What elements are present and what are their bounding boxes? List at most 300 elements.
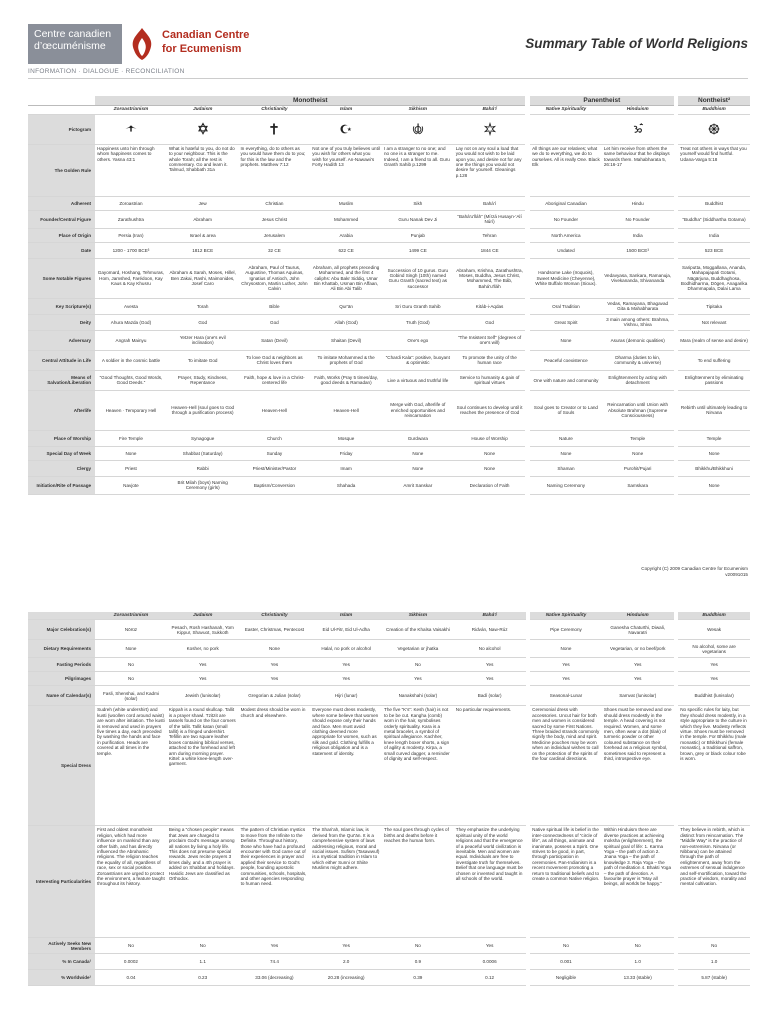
table-cell: 3 main among others: Brahma, Vishnu, Shiva bbox=[602, 314, 674, 330]
row-label: % In Canada¹ bbox=[28, 954, 95, 970]
table-cell: Yes bbox=[239, 672, 311, 686]
table-cell: Hindu bbox=[602, 196, 674, 210]
table-cell: North America bbox=[530, 228, 602, 242]
table-cell: 2.0 bbox=[310, 954, 382, 970]
table-row bbox=[28, 446, 750, 460]
copyright bbox=[641, 566, 748, 578]
table-cell: Sunday bbox=[239, 446, 311, 460]
table-cell: None bbox=[678, 476, 750, 494]
table-cell: Aboriginal Canadian bbox=[530, 196, 602, 210]
table-row bbox=[28, 330, 750, 350]
table-cell: Rabbi bbox=[167, 460, 239, 476]
table-cell: Enlightenment by eliminating passions bbox=[678, 370, 750, 390]
religion-header: Judaism bbox=[167, 106, 239, 114]
religions-table-part-1 bbox=[28, 96, 750, 495]
table-row bbox=[28, 686, 750, 706]
table-cell: Arabia bbox=[310, 228, 382, 242]
table-cell bbox=[382, 114, 454, 144]
religion-header: Bahá'í bbox=[454, 106, 526, 114]
row-label: Actively Seeks New Members bbox=[28, 938, 95, 954]
religion-header: Judaism bbox=[167, 612, 239, 620]
table-cell: Samskara bbox=[602, 476, 674, 494]
table-cell: 0.12 bbox=[454, 970, 526, 986]
flame-icon bbox=[124, 26, 160, 62]
religion-header-row bbox=[28, 612, 750, 620]
table-cell: Yes bbox=[167, 658, 239, 672]
table-cell: Israel & area bbox=[167, 228, 239, 242]
row-label: Place of Worship bbox=[28, 430, 95, 446]
logo-text-en: Canadian Centre for Ecumenism bbox=[162, 29, 250, 55]
table-cell: Persia (Iran) bbox=[95, 228, 167, 242]
row-label: Name of Calendar(s) bbox=[28, 686, 95, 706]
table-cell: No bbox=[95, 672, 167, 686]
table-cell: Temple bbox=[602, 430, 674, 446]
table-cell: Within Hinduism there are diverse practices at achieving moksha (enlightenment), the spiritual goal of life: 1. Karma Yoga – the path of action 2. Jnana Yoga – the path of knowledge 3. Raja Yoga – the path of meditation 4. Bhakti Yoga – the path of devotion. A favourite prayer is “May all beings, all worlds be happy.” bbox=[602, 826, 674, 938]
religion-header: Native Spirituality bbox=[530, 612, 602, 620]
row-label: Place of Origin bbox=[28, 228, 95, 242]
table-row bbox=[28, 620, 750, 640]
table-cell: Yes bbox=[530, 658, 602, 672]
table-cell: I am a stranger to no one; and no one is a stranger to me. Indeed, I am a friend to all. Guru Granth Sahib p.1299 bbox=[382, 144, 454, 196]
table-cell: The Shari'ah, Islamic law, is derived from the Qur'ān. It is a comprehensive system of laws addressing religious, moral and social issues. Sufism (Tasawwuf) is a mystical tradition in Islam to which either Sunni or Shiite Muslims might adhere. bbox=[310, 826, 382, 938]
table-cell: Buddhist bbox=[678, 196, 750, 210]
row-label: The Golden Rule bbox=[28, 144, 95, 196]
table-cell: Shabbat (Saturday) bbox=[167, 446, 239, 460]
table-row bbox=[28, 970, 750, 986]
table-cell: Shoes must be removed and one should dress modestly in the temple. A head covering is not required. Women, and some men, often wear a dot (tilak) of turmeric powder or other coloured substance on their forehead as a religious symbol, sometimes said to represent a third, introspective eye. bbox=[602, 706, 674, 826]
table-cell: None bbox=[530, 640, 602, 658]
row-label: % Worldwide¹ bbox=[28, 970, 95, 986]
table-cell: The pattern of Christian mystics to move from the Infinite to the Definite. Throughout history, those who have had a profound encounter with God came out of their experiences in prayer and applied their service to God's people, founding apostolic communities, schools, hospitals, and other agencies responding to human need. bbox=[239, 826, 311, 938]
row-label: Dietary Requirements bbox=[28, 640, 95, 658]
table-row bbox=[28, 242, 750, 258]
table-cell: 33.06 (decreasing) bbox=[239, 970, 311, 986]
table-cell: Baptism/Conversion bbox=[239, 476, 311, 494]
table-cell: Yes bbox=[310, 938, 382, 954]
table-cell: None bbox=[239, 640, 311, 658]
table-cell: Amrit Sanskar bbox=[382, 476, 454, 494]
table-cell: Jerusalem bbox=[239, 228, 311, 242]
table-row bbox=[28, 640, 750, 658]
table-cell: No bbox=[602, 938, 674, 954]
table-cell: First and oldest monotheist religion, which had more influence on mankind than any other faith, and has directly influenced the Abrahamic religions. The religion teaches the equality of all, regardless of race, sex or social position. Zoroastrians are urged to protect the environment, a feature taught throughout its history. bbox=[95, 826, 167, 938]
table-row bbox=[28, 476, 750, 494]
table-cell: Peaceful coexistence bbox=[530, 350, 602, 370]
table-cell: “Chardi Kala”: positive, buoyant & optimistic bbox=[382, 350, 454, 370]
table-cell: Jew bbox=[167, 196, 239, 210]
table-cell: Navjote bbox=[95, 476, 167, 494]
table-cell: All things are our relatives; what we do to everything, we do to ourselves. All is really One. Black Elk bbox=[530, 144, 602, 196]
table-cell: Mosque bbox=[310, 430, 382, 446]
table-cell: Merge with God, afterlife of enriched opportunities and reincarnation bbox=[382, 390, 454, 430]
row-label: Means of Salvation/Liberation bbox=[28, 370, 95, 390]
religion-header: Zoroastrianism bbox=[95, 106, 167, 114]
religion-header: Sikhism bbox=[382, 106, 454, 114]
table-cell: One's ego bbox=[382, 330, 454, 350]
table-cell: None bbox=[530, 446, 602, 460]
table-cell: Dharma (duties to kin, community & universe) bbox=[602, 350, 674, 370]
table-cell: Abraham & Sarah, Moses, Hillel, Ben Zakai, Rashi, Maimonides, Josef Caro bbox=[167, 258, 239, 298]
table-cell: Qur'ān bbox=[310, 298, 382, 314]
table-cell: 0.39 bbox=[382, 970, 454, 986]
table-row bbox=[28, 350, 750, 370]
table-cell: India bbox=[678, 228, 750, 242]
table-cell: Christian bbox=[239, 196, 311, 210]
table-cell: No bbox=[678, 938, 750, 954]
table-cell: In everything, do to others as you would have them do to you; for this is the law and the prophets. Matthew 7:12 bbox=[239, 144, 311, 196]
table-cell: None bbox=[602, 446, 674, 460]
table-cell: Synagogue bbox=[167, 430, 239, 446]
table-cell: Undated bbox=[530, 242, 602, 258]
table-cell: 20.28 (increasing) bbox=[310, 970, 382, 986]
table-cell: Sri Guru Granth Sahib bbox=[382, 298, 454, 314]
table-cell: Happiness unto him through whom happiness comes to others. Yasna 43:1 bbox=[95, 144, 167, 196]
crescent-star-icon bbox=[339, 122, 353, 136]
religion-header: Native Spirituality bbox=[530, 106, 602, 114]
table-cell: God bbox=[167, 314, 239, 330]
table-cell: To imitate God bbox=[167, 350, 239, 370]
table-cell: Kitáb-i-Aqdas bbox=[454, 298, 526, 314]
table-cell: Mara (realm of sense and desire) bbox=[678, 330, 750, 350]
row-label: Some Notable Figures bbox=[28, 258, 95, 298]
table-cell: Gurdwara bbox=[382, 430, 454, 446]
row-label: Central Attitude in Life bbox=[28, 350, 95, 370]
table-cell: 1.1 bbox=[167, 954, 239, 970]
table-cell: No bbox=[382, 658, 454, 672]
table-cell: Torah bbox=[167, 298, 239, 314]
table-cell: Enlightenment by acting with detachment bbox=[602, 370, 674, 390]
table-cell: Nōrūz bbox=[95, 620, 167, 640]
table-cell: Allah (God) bbox=[310, 314, 382, 330]
religion-header: Islam bbox=[310, 612, 382, 620]
table-cell: No bbox=[382, 938, 454, 954]
table-cell: Service to humanity & gain of spiritual virtues bbox=[454, 370, 526, 390]
table-cell: Soul goes to Creator or to Land of Souls bbox=[530, 390, 602, 430]
group-header: Monotheist bbox=[95, 96, 525, 106]
table-row bbox=[28, 826, 750, 938]
copyright-line: Copyright (C) 2009 Canadian Centre for Ecumenism bbox=[641, 566, 748, 571]
row-label: Special Dress bbox=[28, 706, 95, 826]
row-label: Deity bbox=[28, 314, 95, 330]
table-cell: 0.0002 bbox=[95, 954, 167, 970]
table-cell: Gayomard, Hoshang, Tehmuras, Hom, Jamshed, Farédoon, Kay Kaus & Kay Khusru bbox=[95, 258, 167, 298]
table-cell: No bbox=[530, 938, 602, 954]
table-cell: Satan (Devil) bbox=[239, 330, 311, 350]
table-cell: Nature bbox=[530, 430, 602, 446]
table-cell: Kosher, no pork bbox=[167, 640, 239, 658]
row-label: Clergy bbox=[28, 460, 95, 476]
table-cell: Zarathushtra bbox=[95, 210, 167, 228]
religion-header: Islam bbox=[310, 106, 382, 114]
table-cell: House of Worship bbox=[454, 430, 526, 446]
table-cell: Vedas, Ramayana, Bhagavad Gita & Mahabharata bbox=[602, 298, 674, 314]
header-divider bbox=[28, 78, 748, 79]
table-cell: Yetzer Hara (one's evil inclination) bbox=[167, 330, 239, 350]
table-cell: Not one of you truly believes until you wish for others what you wish for yourself. An-Nawawi's Forty Hadith 13 bbox=[310, 144, 382, 196]
table-cell: Succession of 10 gurus. Guru Gobind Singh (10th) named Guru Granth (sacred text) as successor bbox=[382, 258, 454, 298]
table-cell: Yes bbox=[167, 672, 239, 686]
table-cell: Great Spirit bbox=[530, 314, 602, 330]
table-cell: To imitate Mohammed & the prophets of God bbox=[310, 350, 382, 370]
group-header-row bbox=[28, 96, 750, 106]
table-cell: Creation of the Khalsa Vaisakhi bbox=[382, 620, 454, 640]
table-cell: Yes bbox=[530, 672, 602, 686]
row-label: Key Scripture(s) bbox=[28, 298, 95, 314]
table-cell: Kippah is a round skullcap. Tallit is a prayer shawl. Tzitzit are tassels found on the four corners of the tallit. Tallit katan (small tallit) is a fringed undershirt. Tefillin are two square leather boxes containing biblical verses, attached to the forehead and left arm during morning prayer. Kittel: a white knee-length over-garment. bbox=[167, 706, 239, 826]
table-cell: Heaven-Hell (soul goes to God through a purification process) bbox=[167, 390, 239, 430]
table-cell: Yes bbox=[678, 658, 750, 672]
table-cell: Sudreh (white undershirt) and kusti (woollen cord around waist) are worn after initiation. The kusti is removed and used in prayers five times a day, each preceded by washing the hands and face in purification. Heads are covered at all times in the temple. bbox=[95, 706, 167, 826]
table-cell: Yes bbox=[310, 672, 382, 686]
table-cell: Heaven-Hell bbox=[310, 390, 382, 430]
row-label: Special Day of Week bbox=[28, 446, 95, 460]
table-cell: Faith, hope & love in a Christ-centered life bbox=[239, 370, 311, 390]
table-cell: 0.9 bbox=[382, 954, 454, 970]
table-cell: No alcohol, some are vegetarians bbox=[678, 640, 750, 658]
row-label: Founder/Central Figure bbox=[28, 210, 95, 228]
table-cell: Yes bbox=[678, 672, 750, 686]
table-cell: Treat not others in ways that you yourself would find hurtful. Udana-Varga 5:18 bbox=[678, 144, 750, 196]
table-cell: Soul continues to develop until it reaches the presence of God bbox=[454, 390, 526, 430]
dharma-wheel-icon bbox=[707, 122, 721, 136]
group-header: Nontheist² bbox=[678, 96, 750, 106]
row-label: Adherent bbox=[28, 196, 95, 210]
row-label: Adversary bbox=[28, 330, 95, 350]
table-cell: Reincarnation until Union with Absolute Brahman (Supreme Consciousness) bbox=[602, 390, 674, 430]
table-cell bbox=[167, 114, 239, 144]
table-cell: 0.001 bbox=[530, 954, 602, 970]
table-cell: Hijri (lunar) bbox=[310, 686, 382, 706]
table-cell: No bbox=[95, 658, 167, 672]
table-cell: Bhikkhu/Bhikkhuni bbox=[678, 460, 750, 476]
table-cell: The five “K's”: Kesh (hair) is not to be be cut. Kangha (comb) worn in the hair, symbolises orderly spirituality. Kara is a metal bracelet, a symbol of spiritual allegiance. Kachher, knee length boxer shorts, a sign of agility & modesty. Kirpa, a small curved dagger, a reminder of dignity and self-respect. bbox=[382, 706, 454, 826]
table-cell: No specific rules for laity, but they should dress modestly, in a style appropriate to the culture in which they live. Modesty reflects virtue. Shoes must be removed in the temple. For Bhikkhu (male monastic) or Bhikkhuni (female monastic), a traditional saffron, brown, grey or black colour robe is worn. bbox=[678, 706, 750, 826]
row-label: Date bbox=[28, 242, 95, 258]
table-cell: 0.23 bbox=[167, 970, 239, 986]
table-cell: To end suffering bbox=[678, 350, 750, 370]
table-cell: Sikh bbox=[382, 196, 454, 210]
table-cell: To love God & neighbors as Christ loves them bbox=[239, 350, 311, 370]
table-cell: Asuras (demonic qualities) bbox=[602, 330, 674, 350]
table-row bbox=[28, 210, 750, 228]
table-row bbox=[28, 672, 750, 686]
table-cell: God bbox=[454, 314, 526, 330]
table-cell: Purohit/Pujari bbox=[602, 460, 674, 476]
table-cell: Yes bbox=[382, 672, 454, 686]
corner-cell bbox=[28, 96, 95, 106]
religions-table-part-2 bbox=[28, 612, 750, 986]
row-label: Initiation/Rite of Passage bbox=[28, 476, 95, 494]
row-label: Major Celebration(s) bbox=[28, 620, 95, 640]
table-cell: Ridván, Naw-Rúz bbox=[454, 620, 526, 640]
table-cell: Being a “chosen people” means that Jews are charged to proclaim God's message among all nations by living a holy life. This does not presume special rewards. Jews recite prayers 3 times daily, and a 4th prayer is added on Shabbat and holidays. Hasidic Jews are classified as Orthodox. bbox=[167, 826, 239, 938]
table-cell: Abraham, Paul of Taurus, Augustine, Thomas Aquinas, Ignatius of Antioch, John Chrysostom, Martin Luther, John Calvin bbox=[239, 258, 311, 298]
document-title: Summary Table of World Religions bbox=[525, 36, 748, 51]
table-cell: Let him receive from others the same behaviour that he displays towards them. Mahabharata 5, 26:16-17 bbox=[602, 144, 674, 196]
table-cell: Friday bbox=[310, 446, 382, 460]
table-cell bbox=[95, 114, 167, 144]
table-cell: 1500 BCE³ bbox=[602, 242, 674, 258]
table-cell: Mohammed bbox=[310, 210, 382, 228]
table-cell: Vegetarian or jhatka bbox=[382, 640, 454, 658]
religion-header-row bbox=[28, 106, 750, 114]
logo bbox=[28, 24, 258, 64]
table-cell: Punjab bbox=[382, 228, 454, 242]
table-cell: Bahá'í bbox=[454, 196, 526, 210]
table-cell: Not relevant bbox=[678, 314, 750, 330]
table-cell: None bbox=[530, 330, 602, 350]
table-cell bbox=[239, 114, 311, 144]
table-cell: To promote the unity of the human race bbox=[454, 350, 526, 370]
star-of-david-icon bbox=[196, 122, 210, 136]
table-cell: Temple bbox=[678, 430, 750, 446]
table-cell: Negligible bbox=[530, 970, 602, 986]
table-cell bbox=[602, 114, 674, 144]
table-cell: No alcohol bbox=[454, 640, 526, 658]
table-row bbox=[28, 228, 750, 242]
nine-pointed-star-icon bbox=[483, 122, 497, 136]
table-cell: Badí (solar) bbox=[454, 686, 526, 706]
table-cell: Pipe Ceremony bbox=[530, 620, 602, 640]
table-cell: 622 CE bbox=[310, 242, 382, 258]
table-cell: No bbox=[167, 938, 239, 954]
table-cell: Halal, no pork or alcohol bbox=[310, 640, 382, 658]
table-cell: Naming Ceremony bbox=[530, 476, 602, 494]
table-cell: Yes bbox=[239, 658, 311, 672]
logo-text-fr: Centre canadien d’œcuménisme bbox=[28, 24, 122, 64]
table-cell: “The Insistent Self” (degrees of one's will) bbox=[454, 330, 526, 350]
table-cell: Church bbox=[239, 430, 311, 446]
table-cell: Priest bbox=[95, 460, 167, 476]
om-icon bbox=[631, 122, 645, 136]
table-cell: Ceremonial dress with accessories. Uncut hair for both men and women is considered sacred by some First Nations. Three braided strands commonly signify the body, mind and spirit. Medicine pouches may be worn when an individual wishes to call on the protection of the spirits of the four cardinal directions. bbox=[530, 706, 602, 826]
table-cell: Bible bbox=[239, 298, 311, 314]
table-cell: Pesach, Rosh Hashanah, Yom Kippur, Shavuot, Sukkoth bbox=[167, 620, 239, 640]
table-row bbox=[28, 196, 750, 210]
table-cell: 523 BCE bbox=[678, 242, 750, 258]
table-cell: Prayer, Study, Kindness, Repentance bbox=[167, 370, 239, 390]
religion-header: Christianity bbox=[239, 106, 311, 114]
table-cell: “Good Thoughts, Good Words, Good Deeds.” bbox=[95, 370, 167, 390]
table-cell: None bbox=[454, 446, 526, 460]
religion-header: Bahá'í bbox=[454, 612, 526, 620]
table-cell: 0.0006 bbox=[454, 954, 526, 970]
tagline: INFORMATION · DIALOGUE · RECONCILIATION bbox=[28, 68, 185, 75]
table-row bbox=[28, 938, 750, 954]
table-cell: Avesta bbox=[95, 298, 167, 314]
table-cell: Guru Nanak Dev Ji bbox=[382, 210, 454, 228]
table-cell: Jesus Christ bbox=[239, 210, 311, 228]
table-row bbox=[28, 658, 750, 672]
table-cell: Ganesha Chaturthi, Diwali, Navaratri bbox=[602, 620, 674, 640]
table-cell: Declaration of Faith bbox=[454, 476, 526, 494]
table-row bbox=[28, 144, 750, 196]
table-cell: The soul goes through cycles of births and deaths before it reaches the human form. bbox=[382, 826, 454, 938]
table-cell: None bbox=[454, 460, 526, 476]
table-cell: “Bahá'u'lláh” (Mírzá Husayn-‘Alí Núrí) bbox=[454, 210, 526, 228]
corner-cell bbox=[28, 612, 95, 620]
table-cell: Yes bbox=[602, 658, 674, 672]
cross-icon bbox=[267, 122, 281, 136]
table-cell: Buddhist (lunisolar) bbox=[678, 686, 750, 706]
table-row bbox=[28, 314, 750, 330]
religion-header: Hinduism bbox=[602, 106, 674, 114]
table-cell: Abraham bbox=[167, 210, 239, 228]
religion-header: Hinduism bbox=[602, 612, 674, 620]
table-cell bbox=[678, 114, 750, 144]
table-cell: Fire Temple bbox=[95, 430, 167, 446]
table-row bbox=[28, 298, 750, 314]
row-label: Pictogram bbox=[28, 114, 95, 144]
row-label: Pilgrimages bbox=[28, 672, 95, 686]
table-row bbox=[28, 954, 750, 970]
religion-header: Buddhism bbox=[678, 612, 750, 620]
table-cell: Rebirth until ultimately leading to Nirvana bbox=[678, 390, 750, 430]
table-cell: Abraham, all prophets preceding Mohammed, and the first 4 caliphs: Abu Bakr Siddiq, Umar Bin Khattab, Usman Bin Affaan, Ali Bin Abi Talib bbox=[310, 258, 382, 298]
version-line: v20091015 bbox=[725, 572, 748, 577]
table-cell: 1499 CE bbox=[382, 242, 454, 258]
table-cell: None bbox=[382, 460, 454, 476]
table-cell: Seasonal-Lunar bbox=[530, 686, 602, 706]
table-row bbox=[28, 390, 750, 430]
table-cell: 1200 - 1700 BCE³ bbox=[95, 242, 167, 258]
table-cell: They emphasize the underlying spiritual unity of the world religions and that the emergence of a peaceful world civilization is inevitable. Men and women are equal. Individuals are free to investigate truth for themselves. Belief that one language must be chosen or invented and taught in all schools of the world. bbox=[454, 826, 526, 938]
table-row bbox=[28, 114, 750, 144]
table-cell: Angrah Mainyu bbox=[95, 330, 167, 350]
row-label: Fasting Periods bbox=[28, 658, 95, 672]
table-cell: Yes bbox=[454, 658, 526, 672]
table-cell: Heaven · Temporary Hell bbox=[95, 390, 167, 430]
table-cell: Brit Milah (boys) Naming Ceremony (girls) bbox=[167, 476, 239, 494]
table-cell: Muslim bbox=[310, 196, 382, 210]
table-cell: Truth (God) bbox=[382, 314, 454, 330]
religion-header: Christianity bbox=[239, 612, 311, 620]
table-cell: A soldier in the cosmic battle bbox=[95, 350, 167, 370]
table-cell: Shaitan (Devil) bbox=[310, 330, 382, 350]
table-cell: Lay not on any soul a load that you would not wish to be laid upon you, and desire not for any one the things you would not desire for yourself. Gleanings p.128 bbox=[454, 144, 526, 196]
khanda-icon bbox=[411, 122, 425, 136]
table-cell: Heaven-Hell bbox=[239, 390, 311, 430]
table-cell: Gregorian & Julian (solar) bbox=[239, 686, 311, 706]
religion-header: Buddhism bbox=[678, 106, 750, 114]
table-cell: 32 CE bbox=[239, 242, 311, 258]
table-row bbox=[28, 370, 750, 390]
table-cell: 0.04 bbox=[95, 970, 167, 986]
table-cell: Yes bbox=[454, 672, 526, 686]
table-cell: No Founder bbox=[602, 210, 674, 228]
table-cell: None bbox=[678, 446, 750, 460]
table-cell: No particular requirements. bbox=[454, 706, 526, 826]
table-cell: Sariputta, Moggallana, Ananda, Mahapajapati Gotami, Nāgārjuna, Buddhaghosa, Bodhidharma, Dōgen, Anagarika Dhammapala, Dalai Lama bbox=[678, 258, 750, 298]
table-cell: Fasli, Shenshai, and Kadmi (solar) bbox=[95, 686, 167, 706]
table-row bbox=[28, 258, 750, 298]
group-header: Panentheist bbox=[530, 96, 673, 106]
table-cell: None bbox=[95, 446, 167, 460]
table-cell: Yes bbox=[602, 672, 674, 686]
table-cell: Live a virtuous and truthful life bbox=[382, 370, 454, 390]
religion-header: Sikhism bbox=[382, 612, 454, 620]
table-cell: Everyone must dress modestly, where some believe that women should expose only their hands and face. Men must avoid clothing deemed more appropriate for women, such as silk and gold. Clothing fulfills a religious obligation and is a statement of identity. bbox=[310, 706, 382, 826]
table-cell: Yes bbox=[239, 938, 311, 954]
table-cell: Native spiritual life is belief in the inter-connectedness of “circle of life”, as all things, animate and inanimate, possess a Spirit. One strives to be good, in part, through participation in ceremonies. Pan-Indianism is a recent movement promoting a return to traditional beliefs and to create a common Native religion. bbox=[530, 826, 602, 938]
table-row bbox=[28, 460, 750, 476]
table-cell: Yes bbox=[454, 938, 526, 954]
table-row bbox=[28, 706, 750, 826]
table-cell: Yes bbox=[310, 658, 382, 672]
table-cell: 13.33 (stable) bbox=[602, 970, 674, 986]
table-cell: Faith, Works (Pray 5 times/day, good deeds & Ramadan) bbox=[310, 370, 382, 390]
table-cell: Shahada bbox=[310, 476, 382, 494]
